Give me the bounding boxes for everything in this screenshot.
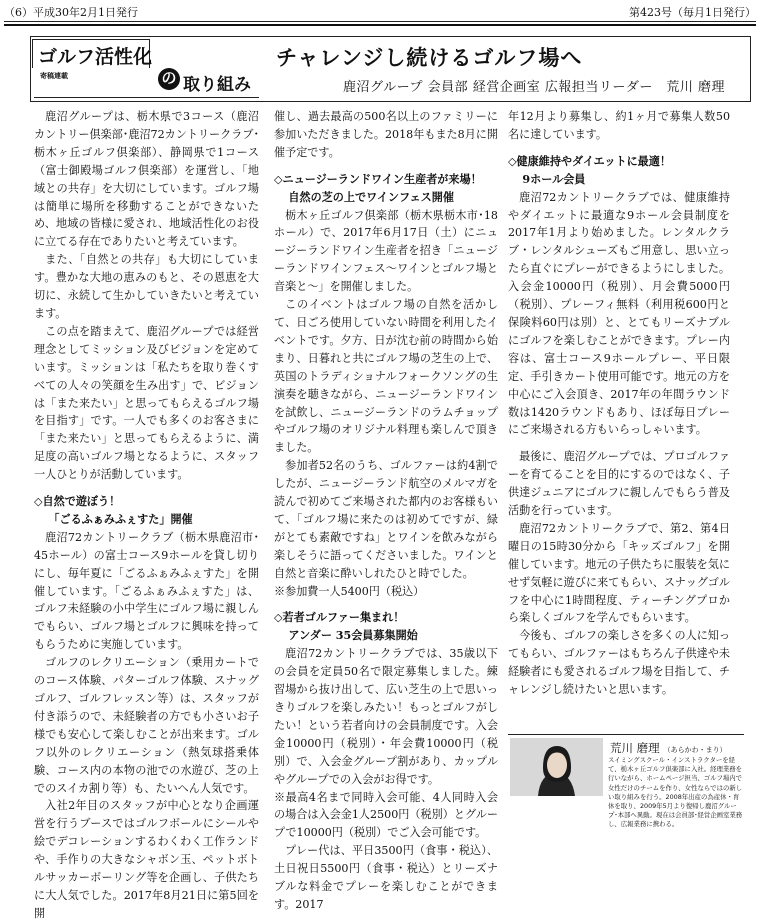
- paragraph: 鹿沼グループは、栃木県で3コース（鹿沼カントリー倶楽部･鹿沼72カントリークラブ･栃木ヶ丘ゴルフ倶楽部）、静岡県で1コース（富士御殿場ゴルフ倶楽部）を運営し、「地域との共存」を大切にしています。ゴルフ場は簡単に場所を移動することができないため、地域の皆様に愛され、地域活性化のお役に立てる存在でありたいと考えています。: [34, 110, 259, 249]
- note: ※参加費一人5400円（税込）: [274, 584, 425, 598]
- author-name-text: 荒川 磨理: [610, 741, 660, 755]
- series-contributed: 寄稿連載: [40, 72, 68, 80]
- author-bio: スイミングスクール・インストラクターを経て、栃木ヶ丘ゴルフ倶楽部に入社。経理業務を行いながら、ホームページ担当、ゴルフ場内で女性だけのチームを作り、女性ならではの新しい取り組みを行う。2008年出産の為産休・育休を取り、2009年5月より復帰し鹿沼グループ･本部へ異動。現在は会員部･経営企画室業務し、広報業務に携わる。: [608, 756, 743, 829]
- paragraph: ゴルフのレクリエーション（乗用カートでのコース体験、パターゴルフ体験、スナッグゴルフ、ゴルフレッスン等）は、スタッフが付き添うので、未経験者の方でも小さいお子様でも安心して楽しむことが出来ます。ゴルフ以外のレクリエーション（熱気球搭乗体験、コース内の本物の池での水遊び、芝の上でのスイカ割り等）も、たいへん人気です。: [34, 656, 259, 795]
- paragraph: この点を踏まえて、鹿沼グループでは経営理念としてミッション及びビジョンを定めています。ミッションは「私たちを取り巻くすべての人々の笑顔を生み出す」で、ビジョンは「また来たい」と思ってもらえるゴルフ場を目指す」です。一人でも多くのお客さまに「また来たい」と思ってもらえるように、満足度の高いゴルフ場となるように、スタッフ一人ひとりが活動しています。: [34, 324, 259, 482]
- header-rule-bold: [4, 24, 756, 26]
- paragraph: 栃木ヶ丘ゴルフ倶楽部（栃木県栃木市･18ホール）で、2017年6月17日（土）にニュージーランドワイン生産者を招き「ニュージーランドワインフェス〜ワインとゴルフ場と音楽と〜」を開催しました。: [274, 208, 498, 294]
- column-2: [274, 108, 498, 914]
- note: ※最高4名まで同時入会可能、4人同時入会の場合は入会金1人2500円（税別）とグループで10000円（税別）でご入会可能です。: [274, 790, 498, 840]
- article-title: チャレンジし続けるゴルフ場へ: [276, 45, 583, 70]
- paragraph: また、「自然との共存」も大切にしています。豊かな大地の恵みのもと、その恩恵を大切に、永続して生かしていきたいと考えています。: [34, 253, 259, 320]
- section-heading: ◇自然で遊ぼう！: [34, 495, 121, 509]
- section-subheading: 9ホール会員: [522, 172, 586, 186]
- paragraph: 鹿沼72カントリークラブでは、健康維持やダイエットに最適な9ホール会員制度を2017年1月より始めました。レンタルクラブ・レンタルシューズもご用意し、思い立ったら直ぐにプレーができるようにしました。入会金10000円（税別）、月会費5000円（税別）、プレーフィ無料（利用税600円と保険料60円は別）と、とてもリーズナブルにゴルフを楽しむことができます。プレー内容は、富士コース9ホールプレー、平日限定、手引きカート使用可能です。地元の方を中心にご入会頂き、2017年の年間ラウンド数は1420ラウンドもあり、ほぼ毎日プレーにご来場される方もいらっしゃいます。: [508, 190, 730, 437]
- paragraph: 入社2年目のスタッフが中心となり企画運営を行うブースではゴルフボールにシールや絵でデコレーションするわくわく工作ランドや、手作りの大きなシャボン玉、ペットボトルサッカーボーリング等を企画し、子供たちに大人気でした。2017年8月21日に第5回を開: [34, 799, 259, 920]
- series-no-badge: の: [158, 68, 180, 90]
- paragraph: 今後も、ゴルフの楽しさを多くの人に知ってもらい、ゴルファーはもちろん子供達や未経験者にも愛されるゴルフ場を目指して、チャレンジし続けたいと思います。: [508, 629, 730, 697]
- paragraph: 鹿沼72カントリークラブで、第2、第4日曜日の15時30分から「キッズゴルフ」を開催しています。地元の子供たちに服装を気にせず気軽に遊びに来てもらい、スナッグゴルフを中心に1時間程度、ティーチングプロから楽しくゴルフを学んでもらいます。: [508, 521, 730, 625]
- column-1: [34, 108, 259, 923]
- article-byline: 鹿沼グループ 会員部 経営企画室 広報担当リーダー 荒川 磨理: [343, 80, 725, 95]
- section-subheading: アンダー 35会員募集開始: [288, 629, 418, 643]
- paragraph: 参加者52名のうち、ゴルファーは約4割でしたが、ニュージーランド航空のメルマガを読んで初めてご来場された都内のお客様もいて、「ゴルフ場に来たのは初めてですが、緑がとても素敵ですね」とワインを飲みながら楽しそうに語ってくださいました。ワインと自然と音楽に酔いしれたひと時でした。: [274, 459, 498, 580]
- paragraph: プレー代は、平日3500円（食事・税込）、土日祝日5500円（食事・税込）とリーズナブルな料金でプレーを楽しむことができます。2017: [274, 844, 498, 911]
- author-photo-image: [510, 738, 603, 796]
- paragraph: 年12月より募集し、約1ヶ月で募集人数50名に達しています。: [508, 110, 730, 141]
- paragraph: 催し、過去最高の500名以上のファミリーに参加いただきました。2018年もまた8月に開催予定です。: [274, 110, 498, 159]
- paragraph: 最後に、鹿沼グループでは、プロゴルファーを育てることを目的にするのではなく、子供達ジュニアにゴルフに親しんでもらう普及活動を行っています。: [508, 450, 730, 518]
- section-heading: ◇ニュージーランドワイン生産者が来場！: [274, 172, 482, 186]
- paragraph: 鹿沼72カントリークラブ（栃木県鹿沼市･45ホール）の富士コース9ホールを貸し切りにし、毎年夏に「ごるふぁみふぇすた」を開催しています。「ごるふぁみふぇすた」は、ゴルフ未経験の小中学生にゴルフ場に親しんでもらい、ゴルフ場とゴルフに興味を持ってもらうために実施しています。: [34, 530, 259, 652]
- paragraph: このイベントはゴルフ場の自然を活かして、日ごろ使用していない時間を利用したイベントです。夕方、日が沈む前の時間から始まり、日暮れと共にゴルフ場の芝生の上で、英国のトラディショナルフォークソングの生演奏を聴きながら、ニュージーランドワインを試飲し、ニュージーランドのラムチョップやゴルフ場のオリジナル料理も楽しんで頂きました。: [274, 298, 498, 455]
- section-heading: ◇健康維持やダイエットに最適！: [508, 154, 671, 168]
- author-photo: [510, 738, 603, 796]
- paragraph: 鹿沼72カントリークラブでは、35歳以下の会員を定員50名で限定募集しました。練習場から抜け出して、広い芝生の上で思いっきりゴルフを楽しみたい！もっとゴルフがしたい！という若者向けの会員制度です。入会金10000円（税別）・年会費10000円（税別）で、入会金グループ割があり、カップルやグループでの入会がお得です。: [274, 647, 498, 786]
- column-3: [508, 108, 730, 699]
- author-name: [610, 740, 727, 756]
- series-logo: [34, 42, 259, 98]
- series-efforts: 取り組み: [183, 75, 251, 95]
- header-rule: [4, 21, 756, 22]
- issue-date: （6）平成30年2月1日発行: [4, 6, 138, 19]
- issue-number: 第423号（毎月1日発行）: [629, 6, 756, 19]
- series-title: ゴルフ活性化: [38, 46, 153, 68]
- section-heading: ◇若者ゴルファー集まれ！: [274, 611, 405, 625]
- section-subheading: 自然の芝の上でワインフェス開催: [288, 190, 454, 204]
- author-name-ruby: （あらかわ・まり）: [663, 746, 727, 754]
- section-subheading: 「ごるふぁみふぇすた」開催: [48, 512, 193, 526]
